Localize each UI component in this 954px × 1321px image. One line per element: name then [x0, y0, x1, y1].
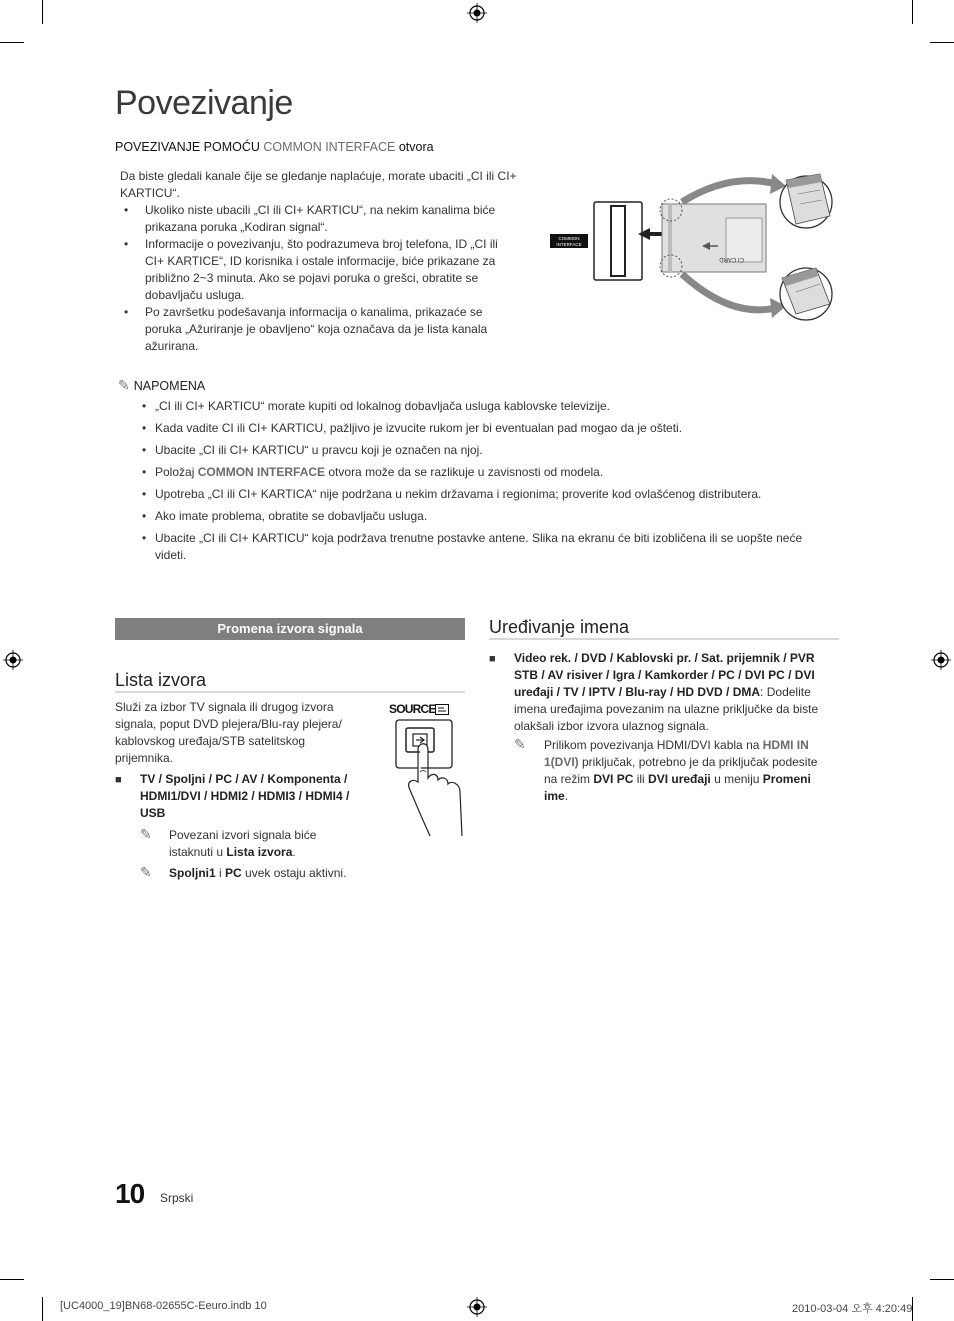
list-item	[140, 420, 830, 437]
note-text: Položaj	[155, 465, 198, 479]
square-bullet-icon: ■	[115, 774, 122, 786]
note-bold: PC	[225, 866, 242, 880]
note-bold: DVI uređaji	[648, 772, 711, 786]
crop-mark	[42, 0, 43, 24]
note-pencil-icon: ✎	[118, 377, 130, 393]
note-text: u meniju	[710, 772, 763, 786]
ci-intro-block	[120, 168, 525, 355]
note-text: .	[292, 845, 296, 859]
uredjivanje-note	[514, 737, 834, 805]
heading-rule	[115, 691, 465, 693]
item-description: Dodelite imena uređajima povezanim na ulazne priključke da biste olakšali izbor izvora ulaznog signala.	[514, 685, 819, 733]
note-pencil-icon: ✎	[140, 826, 152, 842]
registration-mark-icon	[467, 1297, 487, 1317]
list-item	[140, 464, 830, 481]
note-bold: DVI PC	[593, 772, 634, 786]
notes-block	[140, 398, 830, 569]
footer-timestamp: 2010-03-04 오후 4:20:49	[792, 1303, 913, 1315]
lista-note-2	[140, 865, 380, 882]
section-bar-title: Promena izvora signala	[115, 618, 465, 640]
note-text: Kada vadite CI ili CI+ KARTICU, pažljivo je izvucite rukom jer bi eventualan pad mogao da je ošteti.	[155, 421, 683, 435]
note-highlight: COMMON INTERFACE	[197, 465, 326, 479]
registration-mark-icon	[931, 650, 951, 670]
list-item: • Ukoliko niste ubacili „CI ili CI+ KARTICU“, na nekim kanalima biće prikazana poruka „Kodiran signal“.	[120, 202, 525, 236]
crop-mark	[42, 1297, 43, 1321]
square-bullet-icon: ■	[489, 653, 496, 665]
note-pencil-icon: ✎	[514, 736, 526, 752]
note-text: Upotreba „CI ili CI+ KARTICA“ nije podržana u nekim državama i regionima; proverite kod ovlašćenog distributera.	[155, 487, 762, 501]
list-item	[140, 508, 830, 525]
note-heading	[118, 377, 205, 394]
note-text: Povezani izvori signala biće istaknuti u	[169, 828, 317, 859]
ci-card-illustration	[550, 168, 840, 328]
note-text: „CI ili CI+ KARTICU“ morate kupiti od lokalnog dobavljača usluga kablovske televizije.	[155, 399, 610, 413]
crop-mark	[0, 42, 24, 43]
item-content	[489, 650, 834, 735]
slot-label: COMMON	[558, 236, 580, 241]
note-text: Ubacite „CI ili CI+ KARTICU“ u pravcu koji je označen na njoj.	[155, 443, 483, 457]
list-item	[140, 486, 830, 503]
note-pencil-icon: ✎	[140, 864, 152, 880]
list-item	[140, 442, 830, 459]
crop-mark	[930, 1279, 954, 1280]
list-item: • Po završetku podešavanja informacija o kanalima, prikazaće se poruka „Ažuriranje je obavljeno“ koja označava da je lista kanala ažurirana.	[120, 304, 505, 355]
note-text: otvora može da se razlikuje u zavisnosti od modela.	[325, 465, 604, 479]
device-list-text: Video rek. / DVD / Kablovski pr. / Sat. prijemnik / PVR STB / AV risiver / Igra / Kamkorder / PC / DVI PC / DVI uređaji / TV / IPTV / Blu-ray / HD DVD / DMA	[514, 651, 815, 699]
source-label-text: SOURCE	[389, 702, 436, 716]
note-text: i	[215, 866, 226, 880]
page-language: Srpski	[160, 1191, 194, 1205]
heading-highlight: COMMON INTERFACE	[263, 140, 396, 154]
note-text: Ako imate problema, obratite se dobavljaču usluga.	[155, 509, 428, 523]
source-list-text: TV / Spoljni / PC / AV / Komponenta / HDMI1/DVI / HDMI2 / HDMI3 / HDMI4 / USB	[140, 772, 350, 820]
ci-bullet-list	[120, 202, 525, 355]
notes-list	[140, 398, 830, 564]
note-text: Ubacite „CI ili CI+ KARTICU“ koja podržava trenutne postavke antene. Slika na ekranu će biti izobličena ili se uopšte neće videti.	[155, 531, 803, 562]
section-heading-ci	[115, 140, 434, 154]
lista-note-1	[140, 827, 340, 861]
source-icon	[435, 704, 449, 715]
note-highlight: HDMI IN 1(DVI)	[544, 738, 809, 769]
crop-mark	[0, 1279, 24, 1280]
item-colon: :	[760, 685, 764, 699]
note-bold: Promeni ime	[544, 772, 811, 803]
heading-part: POVEZIVANJE POMOĆU	[115, 140, 264, 154]
registration-mark-icon	[467, 3, 487, 23]
heading-rule	[489, 638, 839, 640]
note-text: Prilikom povezivanja HDMI/DVI kabla na	[544, 738, 763, 752]
note-bold: Lista izvora	[226, 845, 293, 859]
remote-hand-illustration	[390, 718, 470, 836]
note-content	[514, 737, 834, 805]
note-bold: Spoljni1	[169, 866, 216, 880]
registration-mark-icon	[3, 650, 23, 670]
list-item	[140, 530, 830, 564]
note-heading-label: NAPOMENA	[133, 379, 206, 393]
list-item	[140, 398, 830, 415]
footer-file-info: [UC4000_19]BN68-02655C-Eeuro.indb 10	[60, 1300, 267, 1312]
card-label: CI CARD	[719, 256, 744, 262]
note-text: priključak, potrebno je da priključak podesite na režim	[544, 755, 818, 786]
note-text: uvek ostaju aktivni.	[241, 866, 347, 880]
list-item: • Informacije o povezivanju, što podrazumeva broj telefona, ID „CI ili CI+ KARTICE“, ID korisnika i ostale informacije, biće prikazane za približno 2~3 minuta. Ako se pojavi poruka o grešci, obratite se dobavljaču usluga.	[120, 236, 505, 304]
source-label	[389, 702, 436, 716]
crop-mark	[912, 0, 913, 24]
uredjivanje-imena-heading: Uređivanje imena	[489, 617, 630, 637]
lista-izvora-item	[115, 771, 365, 822]
ci-intro-text: Da biste gledali kanale čije se gledanje naplaćuje, morate ubaciti „CI ili CI+ KARTICU“.	[120, 169, 517, 200]
note-text: ili	[633, 772, 649, 786]
lista-izvora-heading: Lista izvora	[115, 670, 207, 690]
uredjivanje-item	[489, 650, 834, 735]
note-content	[140, 865, 380, 882]
note-text: .	[564, 789, 569, 803]
note-content	[140, 827, 340, 861]
crop-mark	[930, 42, 954, 43]
lista-izvora-intro: Služi za izbor TV signala ili drugog izvora signala, poput DVD plejera/Blu-ray plejera/ kablovskog uređaja/STB satelitskog prijemnika.	[115, 700, 342, 765]
page-number: 10	[115, 1178, 145, 1209]
page-title: Povezivanje	[115, 84, 293, 122]
heading-part: otvora	[395, 140, 434, 154]
slot-label: INTERFACE	[556, 242, 582, 247]
